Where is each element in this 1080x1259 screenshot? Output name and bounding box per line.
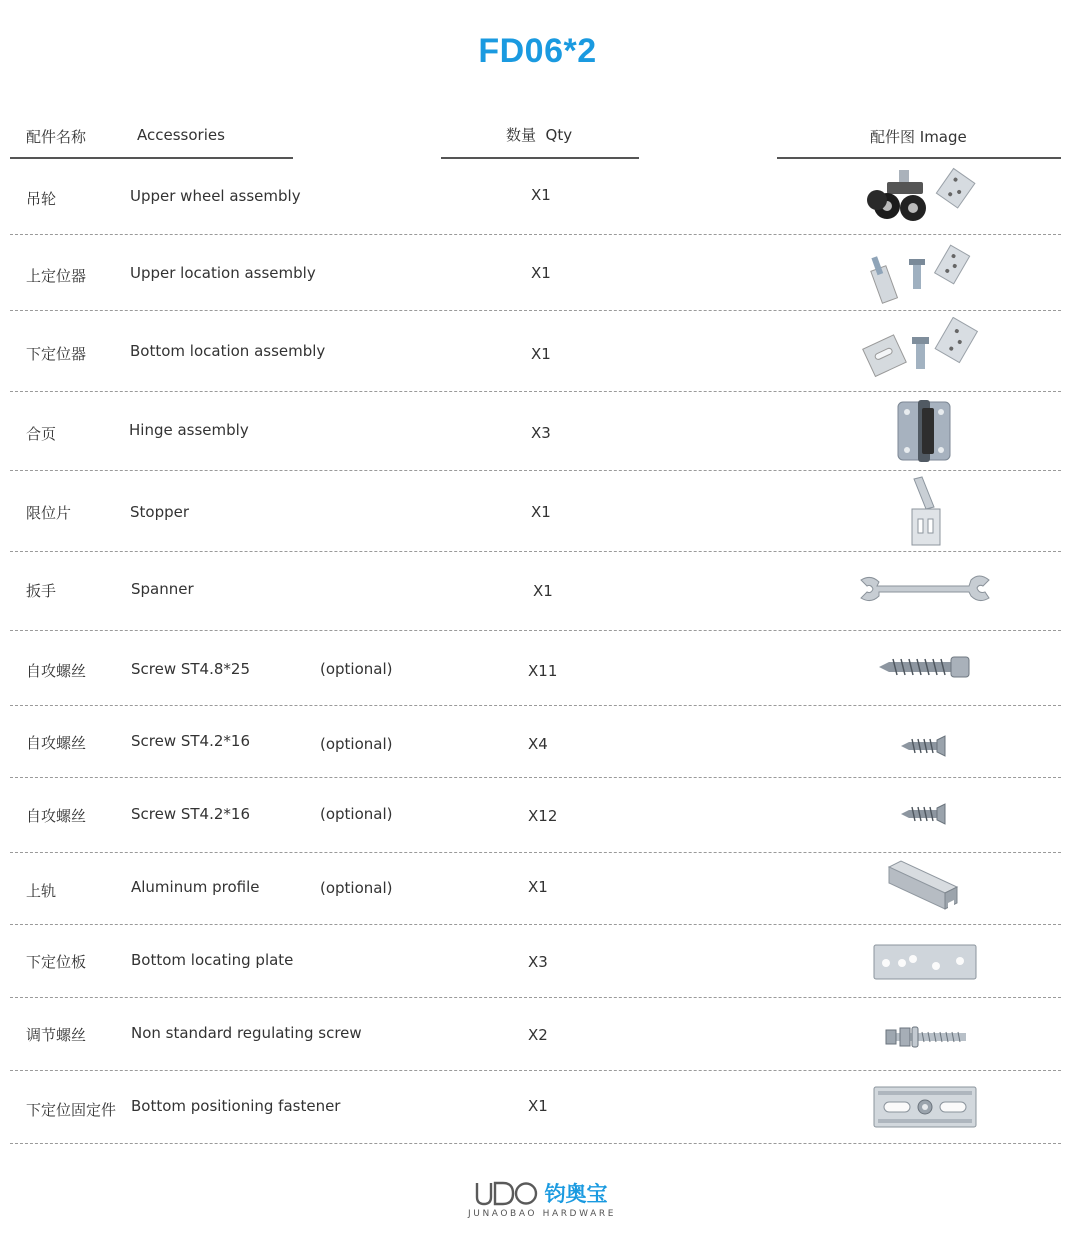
logo-subtitle: JUNAOBAO HARDWARE: [468, 1209, 616, 1219]
bottom-location-icon: [855, 317, 995, 387]
table-row: [0, 853, 1080, 925]
item-name-en: Aluminum profile: [131, 878, 260, 896]
item-qty: X2: [528, 1026, 548, 1044]
item-qty: X1: [528, 1097, 548, 1115]
item-qty: X1: [528, 878, 548, 896]
item-name-cn: 下定位板: [26, 953, 87, 971]
table-row: [0, 706, 1080, 778]
long-screw-icon: [855, 653, 995, 681]
locating-plate-icon: [855, 943, 995, 981]
item-qty: X12: [528, 807, 558, 825]
table-row: [0, 160, 1080, 235]
regulating-screw-icon: [855, 1024, 995, 1050]
logo-chinese-name: 钧奥宝: [544, 1182, 608, 1206]
header-name-cn: 配件名称: [26, 128, 87, 146]
item-name-en: Screw ST4.8*25: [131, 660, 250, 678]
item-name-cn: 上定位器: [26, 267, 87, 285]
upper-wheel-icon: [855, 164, 995, 228]
item-qty: X1: [533, 582, 553, 600]
item-name-en: Screw ST4.2*16: [131, 805, 250, 823]
item-qty: X4: [528, 735, 548, 753]
header-rule-name: [10, 157, 293, 159]
item-name-en: Hinge assembly: [129, 421, 249, 439]
item-name-en: Upper wheel assembly: [130, 187, 301, 205]
item-qty: X11: [528, 662, 558, 680]
header-image: 配件图 Image: [870, 128, 967, 146]
item-name-cn: 自攻螺丝: [26, 662, 87, 680]
item-qty: X1: [531, 264, 551, 282]
item-name-en: Stopper: [130, 503, 190, 521]
header-accessories: Accessories: [137, 126, 225, 144]
item-name-cn: 自攻螺丝: [26, 734, 87, 752]
table-row: [0, 235, 1080, 311]
short-screw-icon: [855, 802, 995, 826]
item-name-cn: 调节螺丝: [26, 1026, 87, 1044]
positioning-fastener-icon: [855, 1085, 995, 1129]
item-name-en: Bottom locating plate: [131, 951, 294, 969]
brand-logo: [0, 1178, 1080, 1219]
short-screw-icon: [855, 734, 995, 758]
table-row: [0, 552, 1080, 631]
item-optional: (optional): [320, 735, 393, 753]
spanner-icon: [855, 572, 995, 606]
header-rule-qty: [441, 157, 639, 159]
table-row: [0, 471, 1080, 552]
item-name-en: Non standard regulating screw: [131, 1024, 362, 1042]
item-name-en: Upper location assembly: [130, 264, 316, 282]
table-row: [0, 631, 1080, 706]
item-name-cn: 合页: [26, 425, 57, 443]
item-qty: X3: [528, 953, 548, 971]
item-name-cn: 吊轮: [26, 190, 57, 208]
aluminum-profile-icon: [855, 859, 995, 917]
item-optional: (optional): [320, 660, 393, 678]
header-qty: 数量 Qty: [506, 126, 573, 144]
table-row: [0, 778, 1080, 853]
item-qty: X1: [531, 186, 551, 204]
item-name-en: Screw ST4.2*16: [131, 732, 250, 750]
upper-location-icon: [855, 241, 995, 305]
item-name-en: Bottom positioning fastener: [131, 1097, 341, 1115]
page-title: FD06*2: [478, 32, 597, 70]
table-row: [0, 311, 1080, 392]
table-row: [0, 998, 1080, 1071]
item-name-en: Bottom location assembly: [130, 342, 326, 360]
item-name-cn: 扳手: [26, 582, 57, 600]
row-divider: [10, 1143, 1061, 1144]
hinge-icon: [855, 398, 995, 464]
stopper-icon: [855, 475, 995, 547]
item-name-cn: 限位片: [26, 504, 72, 522]
item-name-en: Spanner: [131, 580, 194, 598]
item-name-cn: 下定位固定件: [26, 1101, 117, 1119]
item-qty: X3: [531, 424, 551, 442]
table-row: [0, 392, 1080, 471]
item-qty: X1: [531, 345, 551, 363]
item-name-cn: 下定位器: [26, 345, 87, 363]
header-rule-image: [777, 157, 1061, 159]
item-optional: (optional): [320, 805, 393, 823]
item-name-cn: 上轨: [26, 882, 57, 900]
item-name-cn: 自攻螺丝: [26, 807, 87, 825]
table-row: [0, 925, 1080, 998]
table-row: [0, 1071, 1080, 1144]
jdo-logo-mark: [473, 1179, 539, 1207]
item-optional: (optional): [320, 879, 393, 897]
item-qty: X1: [531, 503, 551, 521]
